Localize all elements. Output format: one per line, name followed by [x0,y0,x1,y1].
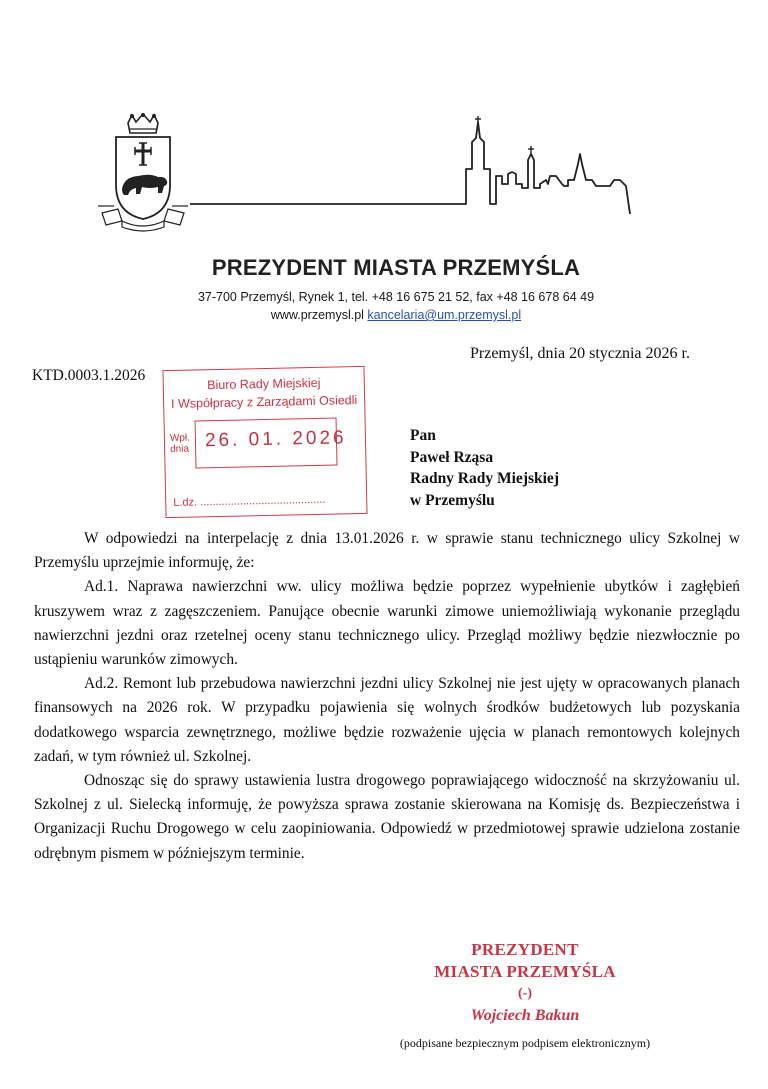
letter-body [34,527,740,866]
stamp-office-line1: Biuro Rady Miejskiej [207,375,321,393]
body-paragraph-1: W odpowiedzi na interpelację z dnia 13.01.2026 r. w sprawie stanu technicznego ulicy Szkolnej w Przemyślu uprzejmie informuję, że: [34,530,740,572]
body-paragraph-4: Odnosząc się do sprawy ustawienia lustra drogowego poprawiającego widoczność na skrzyżowaniu ul. Szkolnej z ul. Sielecką informuję, że powyższa sprawa zostanie skierowana na Komisję ds. Bezpieczeństwa i Organizacji Ruchu Drogowego w celu zaopiniowania. Odpowiedź w przedmiotowej sprawie udzielona zostanie odrębnym pismem w późniejszym terminie. [34,772,740,862]
date-line: Przemyśl, dnia 20 stycznia 2026 r. [470,345,690,362]
signature-title-2: MIASTA PRZEMYŚLA [434,962,616,981]
signature-note: (podpisane bezpiecznym podpisem elektronicznym) [399,1036,651,1050]
stamp-ldz: L.dz. ......................................... [173,493,326,509]
registry-stamp [162,366,367,518]
recipient-block [410,425,559,511]
body-paragraph-2: Ad.1. Naprawa nawierzchni ww. ulicy możliwa będzie poprzez wypełnienie ubytków i zagłębień kruszywem wraz z zagęszczeniem. Panujące obecnie warunki zimowe uniemożliwiają wykonanie przeglądu nawierzchni jezdni oraz rzetelnej oceny stanu technicznego ulicy. Przegląd możliwy będzie niezwłocznie po ustąpieniu warunków zimowych. [34,578,740,669]
signatory-name: Wojciech Bakun [470,1007,580,1024]
letterhead-title: PREZYDENT MIASTA PRZEMYŚLA [211,255,581,280]
letterhead-address: 37-700 Przemyśl, Rynek 1, tel. +48 16 675 21 52, fax +48 16 678 64 49 [197,290,595,304]
city-skyline-icon [190,114,650,214]
signature-title-1: PREZYDENT [471,940,579,959]
email-link[interactable]: kancelaria@um.przemysl.pl [367,308,522,322]
stamp-dnia-text: dnia [170,443,190,455]
website-link[interactable]: www.przemysl.pl [270,308,364,322]
recipient-city: w Przemyślu [410,491,495,509]
stamp-received-label [170,433,190,455]
body-paragraph-3: Ad.2. Remont lub przebudowa nawierzchni jezdni ulicy Szkolnej nie jest ujęty w opracowanych planach finansowych na 2026 rok. W przypadku pojawienia się wolnych środków budżetowych lub pozyskania dodatkowego wsparcia zewnętrznego, możliwe będzie rozważenie ujęcia w planach remontowych kolejnych zadań, w tym również ul. Szkolnej. [34,675,740,765]
signature-block [375,939,675,1027]
signature-mark: (-) [518,986,532,1001]
recipient-name: Paweł Rząsa [410,448,494,466]
stamp-wpl-text: Wpł. [169,432,191,444]
letterhead-contact [12,308,768,322]
stamp-date: 26. 01. 2026 [204,427,347,452]
przemysl-coat-of-arms-icon [98,113,188,235]
stamp-office-line2: I Współpracy z Zarządami Osiedli [170,393,358,411]
recipient-role: Radny Rady Miejskiej [410,470,559,487]
reference-number: KTD.0003.1.2026 [32,367,146,384]
recipient-salutation: Pan [410,427,436,444]
